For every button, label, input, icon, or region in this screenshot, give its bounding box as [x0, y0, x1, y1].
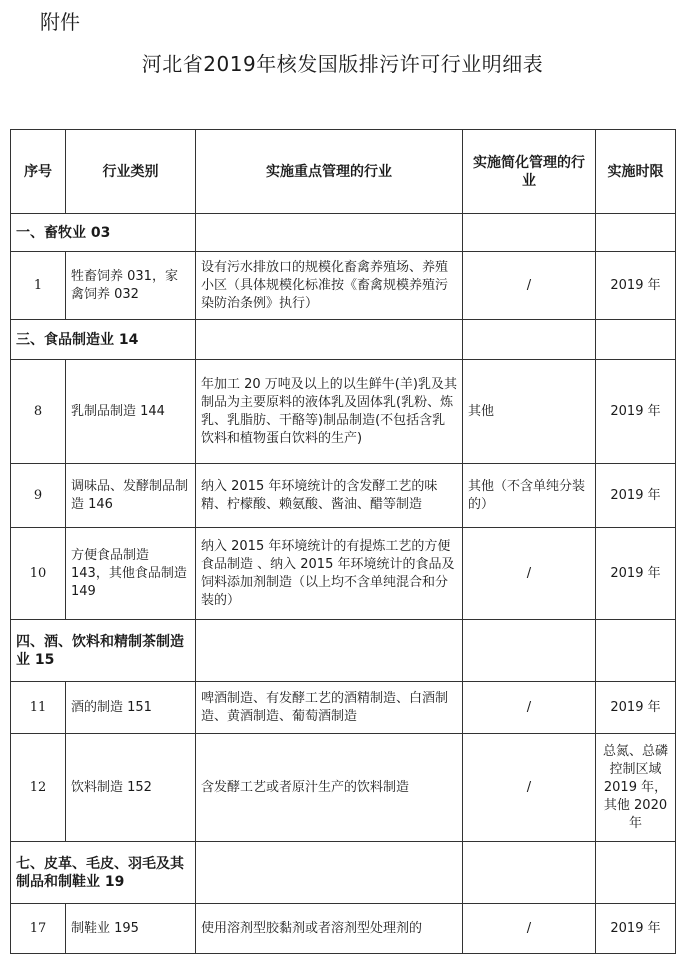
header-deadline: 实施时限: [596, 130, 676, 214]
row-deadline: 2019 年: [596, 904, 676, 954]
row-simple: /: [463, 252, 596, 320]
attachment-label: 附件: [40, 10, 80, 34]
row-key: 设有污水排放口的规模化畜禽养殖场、养殖小区（具体规模化标准按《畜禽规模养殖污染防治条例》执行）: [196, 252, 463, 320]
header-row: [11, 130, 676, 214]
row-simple: /: [463, 734, 596, 842]
row-key: 年加工 20 万吨及以上的以生鲜牛(羊)乳及其制品为主要原料的液体乳及固体乳(乳粉、炼乳、乳脂肪、干酪等)制品制造(不包括含乳饮料和植物蛋白饮料的生产): [196, 360, 463, 464]
table-row: [11, 528, 676, 620]
document-title: 河北省2019年核发国版排污许可行业明细表: [141, 52, 544, 76]
table-row: [11, 734, 676, 842]
row-key: 啤酒制造、有发酵工艺的酒精制造、白酒制造、黄酒制造、葡萄酒制造: [196, 682, 463, 734]
category-label: 四、酒、饮料和精制茶制造业 15: [11, 620, 196, 682]
row-industry: 制鞋业 195: [66, 904, 196, 954]
header-simple: 实施简化管理的行业: [463, 130, 596, 214]
category-row: [11, 842, 676, 904]
header-key: 实施重点管理的行业: [196, 130, 463, 214]
row-deadline: 2019 年: [596, 360, 676, 464]
row-simple: /: [463, 904, 596, 954]
category-row: [11, 214, 676, 252]
table-row: [11, 464, 676, 528]
row-industry: 牲畜饲养 031，家禽饲养 032: [66, 252, 196, 320]
category-row: [11, 320, 676, 360]
row-deadline: 2019 年: [596, 528, 676, 620]
table-row: [11, 360, 676, 464]
table-row: [11, 682, 676, 734]
row-no: 10: [11, 528, 66, 620]
row-deadline: 2019 年: [596, 682, 676, 734]
category-label: 三、食品制造业 14: [11, 320, 196, 360]
row-simple: 其他: [463, 360, 596, 464]
row-key: 使用溶剂型胶黏剂或者溶剂型处理剂的: [196, 904, 463, 954]
row-no: 8: [11, 360, 66, 464]
industry-table: [10, 129, 676, 954]
table-row: [11, 252, 676, 320]
row-industry: 调味品、发酵制品制造 146: [66, 464, 196, 528]
row-industry: 饮料制造 152: [66, 734, 196, 842]
row-key: 纳入 2015 年环境统计的含发酵工艺的味精、柠檬酸、赖氨酸、酱油、醋等制造: [196, 464, 463, 528]
header-no: 序号: [11, 130, 66, 214]
row-simple: /: [463, 682, 596, 734]
row-deadline: 总氮、总磷控制区域 2019 年，其他 2020 年: [596, 734, 676, 842]
category-row: [11, 620, 676, 682]
row-simple: /: [463, 528, 596, 620]
row-deadline: 2019 年: [596, 464, 676, 528]
header-industry: 行业类别: [66, 130, 196, 214]
row-industry: 酒的制造 151: [66, 682, 196, 734]
category-label: 一、畜牧业 03: [11, 214, 196, 252]
row-no: 11: [11, 682, 66, 734]
row-no: 1: [11, 252, 66, 320]
row-industry: 方便食品制造 143，其他食品制造 149: [66, 528, 196, 620]
row-key: 纳入 2015 年环境统计的有提炼工艺的方便食品制造 、纳入 2015 年环境统计的食品及饲料添加剂制造（以上均不含单纯混合和分装的）: [196, 528, 463, 620]
row-deadline: 2019 年: [596, 252, 676, 320]
row-no: 17: [11, 904, 66, 954]
row-industry: 乳制品制造 144: [66, 360, 196, 464]
row-key: 含发酵工艺或者原汁生产的饮料制造: [196, 734, 463, 842]
row-no: 9: [11, 464, 66, 528]
table-row: [11, 904, 676, 954]
row-simple: 其他（不含单纯分装的）: [463, 464, 596, 528]
row-no: 12: [11, 734, 66, 842]
category-label: 七、皮革、毛皮、羽毛及其制品和制鞋业 19: [11, 842, 196, 904]
